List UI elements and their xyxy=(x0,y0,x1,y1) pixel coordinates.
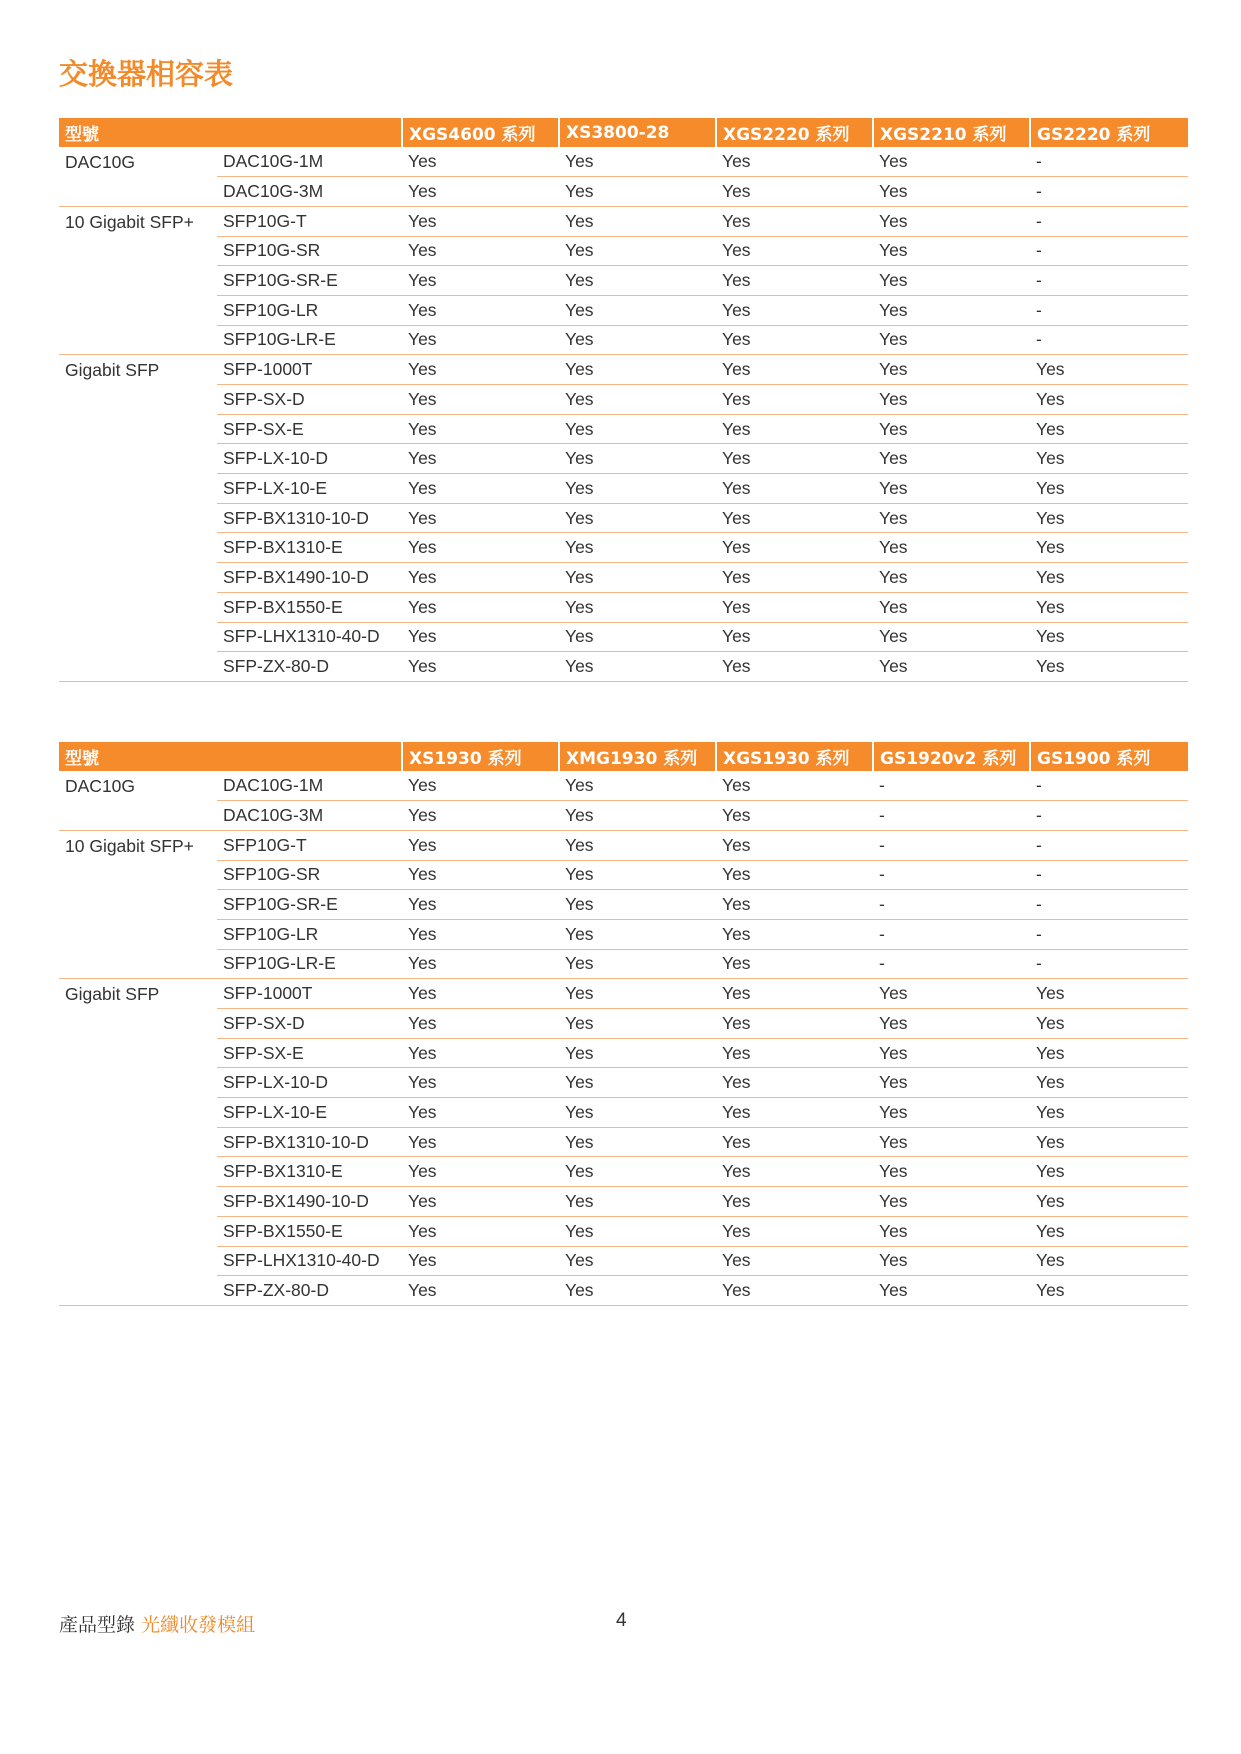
compatibility-cell: Yes xyxy=(559,949,716,979)
compatibility-cell: Yes xyxy=(1030,1216,1188,1246)
table-row xyxy=(59,860,1188,890)
compatibility-cell: Yes xyxy=(873,592,1030,622)
compatibility-cell: Yes xyxy=(873,652,1030,682)
table-row xyxy=(59,652,1188,682)
table-row xyxy=(59,385,1188,415)
compatibility-cell: Yes xyxy=(402,1009,559,1039)
compatibility-cell: - xyxy=(873,860,1030,890)
compatibility-cell: Yes xyxy=(559,444,716,474)
compatibility-cell: Yes xyxy=(402,503,559,533)
model-column-header: 型號 xyxy=(59,118,402,147)
compatibility-cell: Yes xyxy=(402,1038,559,1068)
compatibility-cell: Yes xyxy=(1030,1127,1188,1157)
table-row xyxy=(59,1157,1188,1187)
compatibility-cell: Yes xyxy=(716,1098,873,1128)
table-row xyxy=(59,890,1188,920)
compatibility-cell: Yes xyxy=(402,1157,559,1187)
model-cell: SFP-1000T xyxy=(217,979,402,1009)
table-row xyxy=(59,830,1188,860)
compatibility-cell: Yes xyxy=(716,355,873,385)
compatibility-cell: Yes xyxy=(559,592,716,622)
compatibility-cell: Yes xyxy=(559,801,716,831)
compatibility-cell: Yes xyxy=(873,1246,1030,1276)
compatibility-cell: Yes xyxy=(402,533,559,563)
table-row xyxy=(59,533,1188,563)
model-cell: SFP-BX1310-10-D xyxy=(217,1127,402,1157)
model-cell: SFP-SX-E xyxy=(217,414,402,444)
compatibility-cell: Yes xyxy=(716,474,873,504)
table-header-row xyxy=(59,742,1188,771)
model-cell: DAC10G-3M xyxy=(217,177,402,207)
model-cell: SFP-LX-10-E xyxy=(217,474,402,504)
table-row xyxy=(59,1187,1188,1217)
table-row xyxy=(59,266,1188,296)
model-cell: SFP-LX-10-D xyxy=(217,1068,402,1098)
compatibility-cell: Yes xyxy=(402,830,559,860)
compatibility-cell: Yes xyxy=(1030,1157,1188,1187)
series-column-header: GS1900 系列 xyxy=(1030,742,1188,771)
compatibility-cell: Yes xyxy=(716,622,873,652)
compatibility-cell: Yes xyxy=(402,949,559,979)
compatibility-cell: Yes xyxy=(873,1157,1030,1187)
model-cell: SFP-LX-10-E xyxy=(217,1098,402,1128)
compatibility-cell: Yes xyxy=(1030,1038,1188,1068)
series-column-header: XGS4600 系列 xyxy=(402,118,559,147)
compatibility-cell: - xyxy=(873,771,1030,801)
compatibility-cell: Yes xyxy=(873,474,1030,504)
compatibility-cell: Yes xyxy=(402,1098,559,1128)
model-cell: SFP-LHX1310-40-D xyxy=(217,1246,402,1276)
compatibility-cell: Yes xyxy=(402,1276,559,1306)
compatibility-cell: Yes xyxy=(559,919,716,949)
model-cell: SFP-BX1550-E xyxy=(217,592,402,622)
compatibility-cell: Yes xyxy=(402,236,559,266)
model-cell: SFP10G-LR xyxy=(217,295,402,325)
compatibility-cell: Yes xyxy=(873,1127,1030,1157)
compatibility-cell: Yes xyxy=(559,503,716,533)
compatibility-cell: Yes xyxy=(559,1127,716,1157)
model-cell: SFP-ZX-80-D xyxy=(217,652,402,682)
compatibility-cell: Yes xyxy=(559,1216,716,1246)
table-row xyxy=(59,622,1188,652)
compatibility-cell: Yes xyxy=(873,266,1030,296)
compatibility-cell: Yes xyxy=(716,1009,873,1039)
compatibility-cell: Yes xyxy=(402,355,559,385)
compatibility-cell: - xyxy=(873,801,1030,831)
compatibility-cell: Yes xyxy=(559,206,716,236)
compatibility-cell: Yes xyxy=(716,385,873,415)
series-column-header: XGS1930 系列 xyxy=(716,742,873,771)
series-column-header: XMG1930 系列 xyxy=(559,742,716,771)
compatibility-cell: Yes xyxy=(716,1038,873,1068)
compatibility-cell: Yes xyxy=(873,414,1030,444)
compatibility-cell: Yes xyxy=(1030,474,1188,504)
compatibility-cell: Yes xyxy=(559,563,716,593)
table-header-row xyxy=(59,118,1188,147)
compatibility-cell: Yes xyxy=(559,385,716,415)
compatibility-cell: Yes xyxy=(402,1127,559,1157)
compatibility-cell: Yes xyxy=(716,177,873,207)
series-column-header: XS3800-28 xyxy=(559,118,716,147)
table-row xyxy=(59,801,1188,831)
compatibility-cell: - xyxy=(1030,771,1188,801)
compatibility-cell: Yes xyxy=(716,1276,873,1306)
compatibility-cell: Yes xyxy=(559,236,716,266)
model-cell: SFP10G-LR-E xyxy=(217,949,402,979)
model-cell: SFP-BX1310-10-D xyxy=(217,503,402,533)
model-cell: SFP-LX-10-D xyxy=(217,444,402,474)
page-title: 交換器相容表 xyxy=(59,57,234,91)
compatibility-cell: Yes xyxy=(873,385,1030,415)
compatibility-cell: Yes xyxy=(1030,979,1188,1009)
compatibility-cell: Yes xyxy=(873,1216,1030,1246)
model-cell: SFP-BX1310-E xyxy=(217,1157,402,1187)
compatibility-cell: Yes xyxy=(1030,385,1188,415)
compatibility-cell: Yes xyxy=(873,177,1030,207)
compatibility-cell: Yes xyxy=(1030,503,1188,533)
model-cell: SFP10G-SR-E xyxy=(217,266,402,296)
model-cell: SFP10G-LR-E xyxy=(217,325,402,355)
table-row xyxy=(59,949,1188,979)
compatibility-cell: Yes xyxy=(716,1187,873,1217)
compatibility-cell: Yes xyxy=(1030,563,1188,593)
model-cell: SFP-1000T xyxy=(217,355,402,385)
footer-catalog-label: 產品型錄 xyxy=(59,1614,136,1636)
compatibility-cell: Yes xyxy=(402,622,559,652)
model-cell: SFP10G-SR xyxy=(217,236,402,266)
model-cell: SFP10G-SR xyxy=(217,860,402,890)
table-row xyxy=(59,1276,1188,1306)
compatibility-cell: Yes xyxy=(402,414,559,444)
category-cell: DAC10G xyxy=(59,771,217,830)
compatibility-cell: Yes xyxy=(716,563,873,593)
compatibility-cell: - xyxy=(1030,890,1188,920)
compatibility-cell: Yes xyxy=(716,860,873,890)
compatibility-cell: Yes xyxy=(402,385,559,415)
table-row xyxy=(59,503,1188,533)
compatibility-cell: Yes xyxy=(873,503,1030,533)
compatibility-table xyxy=(59,118,1188,682)
compatibility-cell: Yes xyxy=(402,1187,559,1217)
compatibility-cell: Yes xyxy=(1030,592,1188,622)
compatibility-cell: Yes xyxy=(559,414,716,444)
compatibility-cell: Yes xyxy=(873,1038,1030,1068)
compatibility-cell: Yes xyxy=(1030,1009,1188,1039)
model-cell: SFP10G-T xyxy=(217,830,402,860)
compatibility-cell: Yes xyxy=(1030,1246,1188,1276)
compatibility-cell: Yes xyxy=(402,295,559,325)
compatibility-cell: Yes xyxy=(559,147,716,177)
table-row xyxy=(59,236,1188,266)
model-cell: DAC10G-3M xyxy=(217,801,402,831)
compatibility-cell: Yes xyxy=(1030,1068,1188,1098)
compatibility-cell: Yes xyxy=(559,1038,716,1068)
table-row xyxy=(59,295,1188,325)
compatibility-cell: Yes xyxy=(716,236,873,266)
series-column-header: XGS2210 系列 xyxy=(873,118,1030,147)
compatibility-cell: Yes xyxy=(716,1157,873,1187)
compatibility-cell: Yes xyxy=(1030,444,1188,474)
compatibility-cell: Yes xyxy=(559,266,716,296)
compatibility-cell: Yes xyxy=(716,1127,873,1157)
compatibility-cell: - xyxy=(1030,325,1188,355)
table-row xyxy=(59,771,1188,801)
compatibility-cell: Yes xyxy=(873,1009,1030,1039)
table-row xyxy=(59,444,1188,474)
compatibility-cell: Yes xyxy=(402,325,559,355)
table-row xyxy=(59,1246,1188,1276)
model-cell: DAC10G-1M xyxy=(217,147,402,177)
compatibility-cell: Yes xyxy=(559,355,716,385)
compatibility-cell: Yes xyxy=(559,890,716,920)
table-row xyxy=(59,1038,1188,1068)
compatibility-cell: Yes xyxy=(402,1068,559,1098)
compatibility-cell: - xyxy=(873,830,1030,860)
compatibility-cell: Yes xyxy=(402,890,559,920)
compatibility-cell: Yes xyxy=(1030,1098,1188,1128)
compatibility-cell: - xyxy=(1030,860,1188,890)
compatibility-cell: - xyxy=(873,919,1030,949)
model-cell: SFP-LHX1310-40-D xyxy=(217,622,402,652)
compatibility-cell: - xyxy=(1030,801,1188,831)
compatibility-cell: Yes xyxy=(402,444,559,474)
model-cell: SFP-BX1310-E xyxy=(217,533,402,563)
compatibility-cell: Yes xyxy=(873,355,1030,385)
compatibility-cell: - xyxy=(873,890,1030,920)
compatibility-cell: Yes xyxy=(402,1246,559,1276)
compatibility-cell: Yes xyxy=(716,771,873,801)
compatibility-cell: Yes xyxy=(716,1216,873,1246)
page-number: 4 xyxy=(616,1610,627,1631)
compatibility-cell: Yes xyxy=(559,1009,716,1039)
compatibility-cell: Yes xyxy=(402,771,559,801)
compatibility-cell: Yes xyxy=(716,652,873,682)
compatibility-cell: Yes xyxy=(559,1098,716,1128)
compatibility-cell: Yes xyxy=(716,147,873,177)
compatibility-cell: Yes xyxy=(716,206,873,236)
compatibility-cell: Yes xyxy=(873,1187,1030,1217)
compatibility-cell: Yes xyxy=(1030,414,1188,444)
table-row xyxy=(59,414,1188,444)
category-cell: Gigabit SFP xyxy=(59,979,217,1306)
table-row xyxy=(59,177,1188,207)
table-row xyxy=(59,355,1188,385)
table-row xyxy=(59,979,1188,1009)
compatibility-cell: - xyxy=(1030,919,1188,949)
table-row xyxy=(59,919,1188,949)
compatibility-cell: Yes xyxy=(402,474,559,504)
compatibility-cell: Yes xyxy=(716,266,873,296)
compatibility-cell: Yes xyxy=(559,1068,716,1098)
compatibility-cell: Yes xyxy=(402,592,559,622)
compatibility-cell: Yes xyxy=(402,266,559,296)
model-cell: SFP10G-SR-E xyxy=(217,890,402,920)
table-row xyxy=(59,592,1188,622)
compatibility-cell: - xyxy=(1030,266,1188,296)
table-row xyxy=(59,1216,1188,1246)
compatibility-cell: Yes xyxy=(716,444,873,474)
compatibility-cell: Yes xyxy=(559,830,716,860)
table-row xyxy=(59,1068,1188,1098)
compatibility-cell: Yes xyxy=(1030,1276,1188,1306)
compatibility-cell: Yes xyxy=(873,147,1030,177)
compatibility-cell: Yes xyxy=(716,533,873,563)
compatibility-cell: Yes xyxy=(559,771,716,801)
compatibility-cell: Yes xyxy=(1030,652,1188,682)
compatibility-cell: Yes xyxy=(716,801,873,831)
compatibility-cell: - xyxy=(1030,949,1188,979)
compatibility-cell: Yes xyxy=(873,236,1030,266)
table-row xyxy=(59,206,1188,236)
compatibility-cell: Yes xyxy=(559,533,716,563)
compatibility-cell: Yes xyxy=(402,563,559,593)
table-row xyxy=(59,1009,1188,1039)
category-cell: DAC10G xyxy=(59,147,217,206)
compatibility-cell: Yes xyxy=(402,860,559,890)
compatibility-cell: Yes xyxy=(873,206,1030,236)
compatibility-cell: Yes xyxy=(559,474,716,504)
compatibility-cell: Yes xyxy=(716,919,873,949)
compatibility-cell: Yes xyxy=(873,1098,1030,1128)
compatibility-cell: Yes xyxy=(873,1068,1030,1098)
compatibility-cell: Yes xyxy=(559,177,716,207)
table-row xyxy=(59,474,1188,504)
compatibility-cell: Yes xyxy=(716,979,873,1009)
model-cell: SFP-SX-E xyxy=(217,1038,402,1068)
compatibility-cell: Yes xyxy=(559,1157,716,1187)
model-cell: SFP-SX-D xyxy=(217,385,402,415)
compatibility-cell: Yes xyxy=(873,295,1030,325)
compatibility-cell: - xyxy=(1030,177,1188,207)
compatibility-cell: Yes xyxy=(716,592,873,622)
compatibility-cell: Yes xyxy=(873,622,1030,652)
model-cell: SFP10G-LR xyxy=(217,919,402,949)
series-column-header: GS2220 系列 xyxy=(1030,118,1188,147)
model-column-header: 型號 xyxy=(59,742,402,771)
compatibility-cell: Yes xyxy=(1030,533,1188,563)
compatibility-cell: Yes xyxy=(873,533,1030,563)
compatibility-cell: Yes xyxy=(559,1276,716,1306)
compatibility-cell: Yes xyxy=(402,919,559,949)
footer-section-label: 光纖收發模組 xyxy=(141,1614,256,1636)
model-cell: SFP-SX-D xyxy=(217,1009,402,1039)
compatibility-cell: Yes xyxy=(559,295,716,325)
compatibility-cell: - xyxy=(1030,295,1188,325)
compatibility-cell: - xyxy=(1030,147,1188,177)
compatibility-cell: - xyxy=(873,949,1030,979)
series-column-header: XS1930 系列 xyxy=(402,742,559,771)
compatibility-cell: Yes xyxy=(716,503,873,533)
series-column-header: GS1920v2 系列 xyxy=(873,742,1030,771)
compatibility-cell: Yes xyxy=(559,652,716,682)
page-footer xyxy=(59,1610,255,1637)
model-cell: SFP10G-T xyxy=(217,206,402,236)
compatibility-cell: Yes xyxy=(1030,622,1188,652)
compatibility-cell: Yes xyxy=(402,206,559,236)
compatibility-cell: Yes xyxy=(716,830,873,860)
compatibility-cell: Yes xyxy=(1030,1187,1188,1217)
model-cell: SFP-BX1550-E xyxy=(217,1216,402,1246)
category-cell: Gigabit SFP xyxy=(59,355,217,682)
model-cell: SFP-BX1490-10-D xyxy=(217,563,402,593)
table-row xyxy=(59,1098,1188,1128)
compatibility-cell: Yes xyxy=(716,890,873,920)
compatibility-table xyxy=(59,742,1188,1306)
compatibility-cell: Yes xyxy=(873,444,1030,474)
table-row xyxy=(59,147,1188,177)
compatibility-cell: Yes xyxy=(716,1246,873,1276)
category-cell: 10 Gigabit SFP+ xyxy=(59,830,217,978)
compatibility-cell: Yes xyxy=(716,325,873,355)
compatibility-cell: Yes xyxy=(716,949,873,979)
compatibility-cell: Yes xyxy=(873,979,1030,1009)
table-row xyxy=(59,1127,1188,1157)
compatibility-cell: Yes xyxy=(559,1246,716,1276)
compatibility-cell: Yes xyxy=(402,1216,559,1246)
compatibility-cell: Yes xyxy=(402,652,559,682)
compatibility-cell: - xyxy=(1030,236,1188,266)
compatibility-cell: Yes xyxy=(716,414,873,444)
compatibility-cell: Yes xyxy=(873,1276,1030,1306)
compatibility-cell: Yes xyxy=(716,1068,873,1098)
compatibility-cell: Yes xyxy=(402,979,559,1009)
table-row xyxy=(59,563,1188,593)
model-cell: SFP-ZX-80-D xyxy=(217,1276,402,1306)
compatibility-cell: Yes xyxy=(873,325,1030,355)
compatibility-cell: Yes xyxy=(559,1187,716,1217)
compatibility-cell: Yes xyxy=(559,979,716,1009)
compatibility-cell: Yes xyxy=(402,801,559,831)
model-cell: DAC10G-1M xyxy=(217,771,402,801)
compatibility-cell: Yes xyxy=(873,563,1030,593)
series-column-header: XGS2220 系列 xyxy=(716,118,873,147)
compatibility-cell: Yes xyxy=(559,860,716,890)
compatibility-cell: - xyxy=(1030,206,1188,236)
model-cell: SFP-BX1490-10-D xyxy=(217,1187,402,1217)
compatibility-cell: - xyxy=(1030,830,1188,860)
category-cell: 10 Gigabit SFP+ xyxy=(59,206,217,354)
table-row xyxy=(59,325,1188,355)
compatibility-cell: Yes xyxy=(716,295,873,325)
compatibility-cell: Yes xyxy=(1030,355,1188,385)
compatibility-cell: Yes xyxy=(559,622,716,652)
compatibility-cell: Yes xyxy=(402,147,559,177)
compatibility-cell: Yes xyxy=(402,177,559,207)
compatibility-cell: Yes xyxy=(559,325,716,355)
